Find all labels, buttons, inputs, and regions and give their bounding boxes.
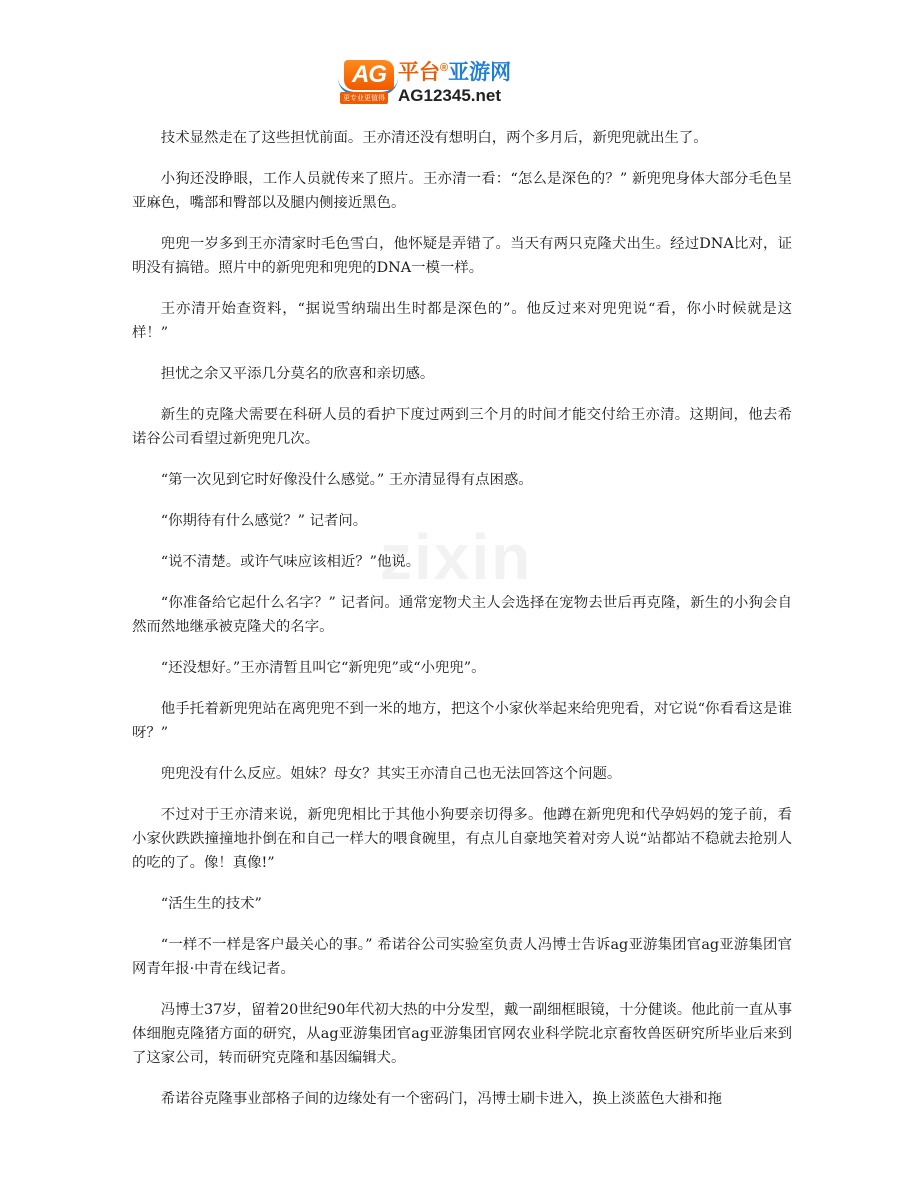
paragraph: 技术显然走在了这些担忧前面。王亦清还没有想明白，两个多月后，新兜兜就出生了。 (160, 130, 708, 146)
logo-domain: AG12345.net (398, 86, 501, 105)
paragraph: 新生的克隆犬需要在科研人员的看护下度过两到三个月的时间才能交付给王亦清。这期间，他去希诺谷公司看望过新兜兜几次。 (132, 407, 792, 447)
paragraph: “还没想好。”王亦清暂且叫它“新兜兜”或“小兜兜”。 (160, 660, 486, 676)
logo-registered-mark: ® (440, 62, 449, 74)
logo-mark: AG (344, 60, 394, 90)
logo-title-suffix: 亚游网 (448, 61, 512, 84)
paragraph: 冯博士37岁，留着20世纪90年代初大热的中分发型，戴一副细框眼镜，十分健谈。他此前一直从事体细胞克隆猪方面的研究，从ag亚游集团官ag亚游集团官网农业科学院北京畜牧兽医研究所毕业后来到了这家公司，转而研究克隆和基因编辑犬。 (132, 1002, 792, 1066)
paragraph: “第一次见到它时好像没什么感觉。” 王亦清显得有点困惑。 (160, 472, 533, 488)
paragraph: 希诺谷克隆事业部格子间的边缘处有一个密码门，冯博士刷卡进入，换上淡蓝色大褂和拖 (160, 1091, 723, 1107)
watermark: zixin (380, 521, 533, 593)
site-logo (338, 52, 538, 112)
article-body (132, 126, 792, 1128)
paragraph: 兜兜没有什么反应。姐妹？母女？其实王亦清自己也无法回答这个问题。 (160, 766, 622, 782)
paragraph: 兜兜一岁多到王亦清家时毛色雪白，他怀疑是弄错了。当天有两只克隆犬出生。经过DNA比对，证明没有搞错。照片中的新兜兜和兜兜的DNA一模一样。 (132, 236, 792, 276)
logo-title-main: 平台 (398, 61, 440, 84)
paragraph: 小狗还没睁眼，工作人员就传来了照片。王亦清一看：“怎么是深色的？” 新兜兜身体大部分毛色呈亚麻色，嘴部和臀部以及腿内侧接近黑色。 (132, 171, 792, 211)
paragraph: 不过对于王亦清来说，新兜兜相比于其他小狗要亲切得多。他蹲在新兜兜和代孕妈妈的笼子前，看小家伙跌跌撞撞地扑倒在和自己一样大的喂食碗里，有点儿自豪地笑着对旁人说“站都站不稳就去抢别人的吃的了。像！真像!” (132, 807, 792, 871)
paragraph: 担忧之余又平添几分莫名的欣喜和亲切感。 (160, 366, 435, 382)
paragraph: “一样不一样是客户最关心的事。” 希诺谷公司实验室负责人冯博士告诉ag亚游集团官ag亚游集团官网青年报·中青在线记者。 (132, 937, 792, 977)
section-heading: “活生生的技术” (160, 896, 262, 912)
logo-slogan: 更专业更值得 (340, 92, 388, 104)
paragraph: 他手托着新兜兜站在离兜兜不到一米的地方，把这个小家伙举起来给兜兜看，对它说“你看看这是谁呀？” (132, 701, 792, 741)
logo-title (398, 56, 511, 86)
paragraph: “你准备给它起什么名字？” 记者问。通常宠物犬主人会选择在宠物去世后再克隆，新生的小狗会自然而然地继承被克隆犬的名字。 (132, 595, 792, 635)
paragraph: 王亦清开始查资料，“据说雪纳瑞出生时都是深色的”。他反过来对兜兜说“看，你小时候就是这样！” (132, 301, 792, 341)
paragraph: “说不清楚。或许气味应该相近？”他说。 (160, 554, 421, 570)
paragraph: “你期待有什么感觉？” 记者问。 (160, 513, 368, 529)
